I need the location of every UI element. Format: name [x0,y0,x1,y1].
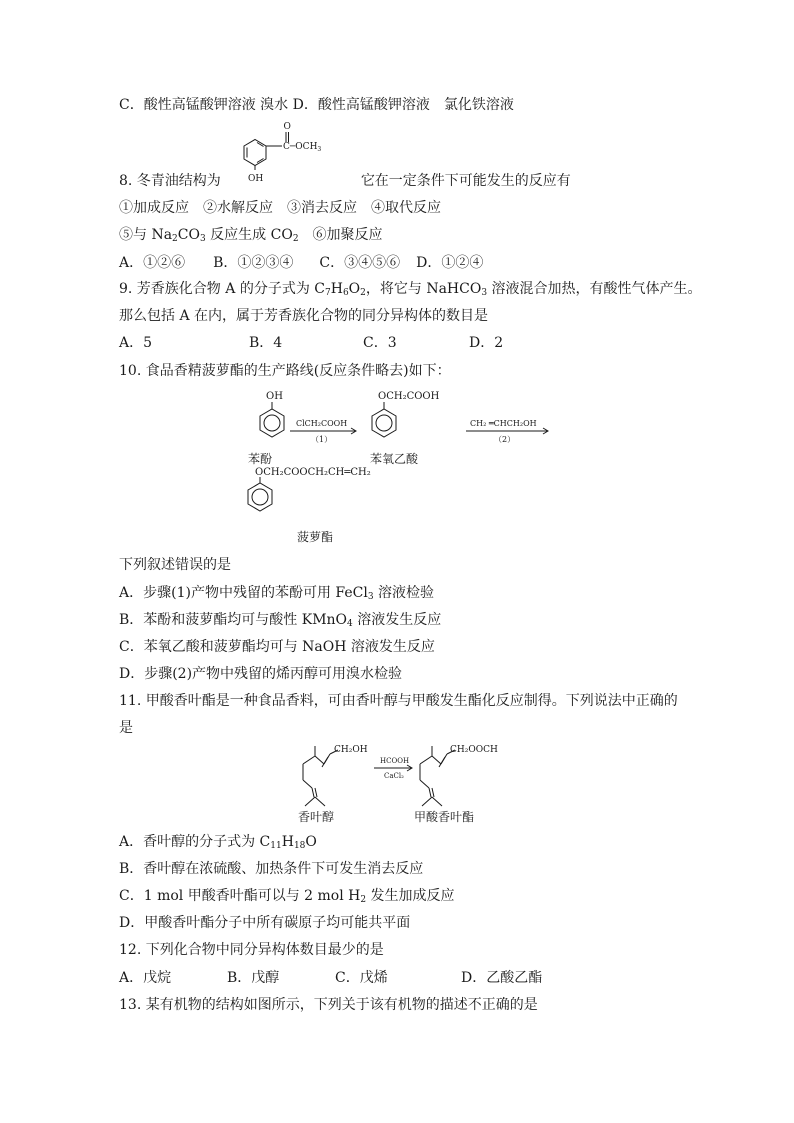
q12-option-a: A．戊烷 [119,970,172,986]
q12-option-c: C．戊烯 [335,970,388,986]
q9-option-a: A．5 [119,335,153,351]
q10-reagent2: CH₂ ═CHCH₂OH [470,419,537,428]
q9-stem-line1: 9. 芳香族化合物 A 的分子式为 $C_7H_6O_2$，将它与 NaHCO$_3$ 溶液混合加热，有酸性气体产生。 [119,281,702,298]
q9-option-d: D．2 [469,335,504,351]
q8-struct-carbonyl-o: O [283,122,291,132]
q10-stem: 10. 食品香精菠萝酯的生产路线(反应条件略去)如下： [119,363,451,379]
q10-ester-label: 菠萝酯 [297,530,334,544]
q8-options [119,253,483,273]
q9-option-b: B．4 [249,335,283,351]
q11-stem-line2: 是 [119,720,133,736]
q10-option-d: D．步骤(2)产物中残留的烯丙醇可用溴水检验 [119,666,403,682]
q8-stem [119,171,571,191]
q11-stem-line1: 11. 甲酸香叶酯是一种食品香料，可由香叶醇与甲酸发生酯化反应制得。下列说法中正确的 [119,693,678,709]
q8-option-b: B．①②③④ [213,255,294,271]
q9-option-c: C．3 [363,335,397,351]
q11-formate-group: CH₂OOCH [450,745,498,755]
q8-reaction-line2: ⑤与 $Na_2CO_3$ 反应生成 $CO_2$ ⑥加聚反应 [119,227,383,244]
q8-struct-oh: OH [248,174,264,184]
q10-acid-group: OCH₂COOH [378,391,440,402]
q8-stem-suffix: 它在一定条件下可能发生的反应有 [360,173,571,189]
q10-phenol-label: 苯酚 [248,452,273,466]
q10-option-b: B．苯酚和菠萝酯均可与酸性 KMnO$_4$ 溶液发生反应 [119,612,442,629]
q11-geraniol-label: 香叶醇 [298,810,335,824]
q10-ester-group: OCH₂COOCH₂CH═CH₂ [255,467,371,478]
q12-option-d: D．乙酸乙酯 [461,970,543,986]
q13-stem: 13. 某有机物的结构如图所示，下列关于该有机物的描述不正确的是 [119,997,538,1013]
q8-option-c: C．③④⑤⑥ [319,255,401,271]
q10-reagent1: ClCH₂COOH [296,419,348,428]
q10-question: 下列叙述错误的是 [119,557,231,573]
q10-acid-label: 苯氧乙酸 [370,452,419,466]
q12-stem: 12. 下列化合物中同分异构体数目最少的是 [119,942,384,958]
q10-option-a: A．步骤(1)产物中残留的苯酚可用 FeCl$_3$ 溶液检验 [119,585,435,602]
q11-option-a: A．香叶醇的分子式为 $C_{11}H_{18}O$ [119,834,317,851]
q10-step1: （1） [311,435,333,444]
q7-options-line [119,95,514,115]
q8-struct-ester: $C─OCH_3$ [283,142,322,153]
q7-option-c: C．酸性高锰酸钾溶液 溴水 [119,97,289,113]
q8-stem-prefix: 8. 冬青油结构为 [119,173,221,189]
q10-step2: （2） [494,435,516,444]
q10-option-c: C．苯氧乙酸和菠萝酯均可与 NaOH 溶液发生反应 [119,639,435,655]
q12-option-b: B．戊醇 [227,970,280,986]
q10-phenol-oh: OH [266,391,283,402]
q11-reagent-bottom: CaCl₂ [384,772,404,780]
q11-esterification-scheme [290,740,520,814]
q11-formate-label: 甲酸香叶酯 [414,810,475,824]
q8-reaction-line1: ①加成反应 ②水解反应 ③消去反应 ④取代反应 [119,200,441,216]
q8-option-d: D．①②④ [416,255,484,271]
q11-option-c: C．1 mol 甲酸香叶酯可以与 2 mol $H_2$ 发生加成反应 [119,888,455,905]
q9-stem-line2: 那么包括 A 在内，属于芳香族化合物的同分异构体的数目是 [119,308,489,324]
q11-option-d: D．甲酸香叶酯分子中所有碳原子均可能共平面 [119,915,411,931]
q11-option-b: B．香叶醇在浓硫酸、加热条件下可发生消去反应 [119,861,424,877]
q11-geraniol-group: CH₂OH [334,745,368,755]
q10-synthesis-route [230,386,570,546]
q7-option-d: D．酸性高锰酸钾溶液 氯化铁溶液 [292,97,514,113]
q11-reagent-top: HCOOH [380,757,410,765]
q8-option-a: A．①②⑥ [119,255,186,271]
